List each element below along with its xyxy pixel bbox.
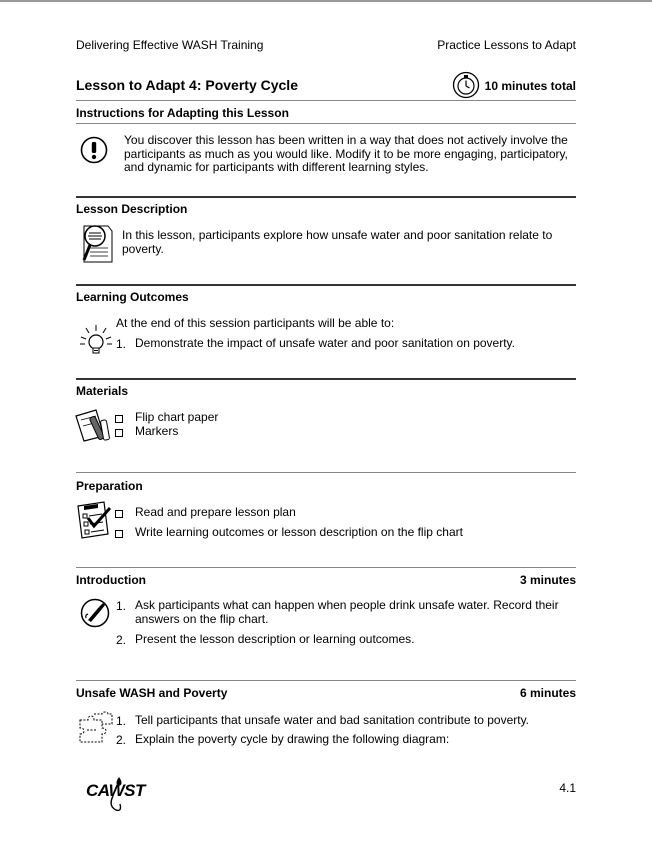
introduction-item: Ask participants what can happen when people drink unsafe water. Record their answers on the flip chart. <box>135 598 559 626</box>
instructions-text: You discover this lesson has been written in a way that does not actively involve the participants as much as you would like. Modify it to be more engaging, participatory, and dynamic for participants with different learning styles. <box>124 133 568 174</box>
introduction-heading: Introduction <box>76 573 146 587</box>
checklist-icon <box>74 500 114 540</box>
magnifier-icon <box>78 220 116 266</box>
checkbox <box>115 506 123 520</box>
outcomes-intro: At the end of this session participants will be able to: <box>116 316 395 330</box>
introduction-number: 1. <box>116 599 127 613</box>
outcome-number: 1. <box>116 337 127 351</box>
section-rule <box>76 472 576 473</box>
introduction-number: 2. <box>116 633 127 647</box>
description-text: In this lesson, participants explore how unsafe water and poor sanitation relate to poverty. <box>122 228 553 256</box>
introduction-item: Present the lesson description or learning outcomes. <box>135 632 415 646</box>
top-border <box>0 0 652 2</box>
running-header-right: Practice Lessons to Adapt <box>437 38 576 52</box>
instructions-rule <box>76 123 576 124</box>
unsafe-item: Tell participants that unsafe water and bad sanitation contribute to poverty. <box>135 713 530 727</box>
puzzle-icon <box>76 712 114 746</box>
preparation-item: Write learning outcomes or lesson description on the flip chart <box>135 525 463 539</box>
unsafe-duration: 6 minutes <box>519 686 576 700</box>
section-rule <box>76 196 576 198</box>
preparation-heading: Preparation <box>76 479 143 493</box>
lesson-title: Lesson to Adapt 4: Poverty Cycle <box>76 77 298 93</box>
outcomes-heading: Learning Outcomes <box>76 290 189 304</box>
unsafe-item: Explain the poverty cycle by drawing the following diagram: <box>135 732 450 746</box>
materials-icon <box>74 408 114 442</box>
page-number: 4.1 <box>559 781 576 795</box>
cawst-logo <box>86 776 156 816</box>
lightbulb-icon <box>80 323 114 357</box>
preparation-item: Read and prepare lesson plan <box>135 505 296 519</box>
checkbox <box>115 425 123 439</box>
total-time: 10 minutes total <box>484 79 576 93</box>
instructions-heading: Instructions for Adapting this Lesson <box>76 106 289 120</box>
section-rule <box>76 567 576 568</box>
description-heading: Lesson Description <box>76 202 188 216</box>
unsafe-number: 2. <box>116 733 127 747</box>
unsafe-number: 1. <box>116 714 127 728</box>
running-header-left: Delivering Effective WASH Training <box>76 38 264 52</box>
title-rule <box>76 100 576 101</box>
pen-circle-icon <box>80 598 110 628</box>
section-rule <box>76 680 576 681</box>
outcome-item: Demonstrate the impact of unsafe water and poor sanitation on poverty. <box>135 336 515 350</box>
section-rule <box>76 378 576 380</box>
checkbox <box>115 411 123 425</box>
stopwatch-icon <box>452 71 480 99</box>
section-rule <box>76 284 576 286</box>
logo-text: CAWST <box>86 781 145 800</box>
unsafe-heading: Unsafe WASH and Poverty <box>76 686 228 700</box>
material-item: Flip chart paper <box>135 410 219 424</box>
materials-heading: Materials <box>76 384 129 398</box>
material-item: Markers <box>135 424 179 438</box>
exclamation-icon <box>80 136 108 164</box>
introduction-duration: 3 minutes <box>519 573 576 587</box>
checkbox <box>115 526 123 540</box>
